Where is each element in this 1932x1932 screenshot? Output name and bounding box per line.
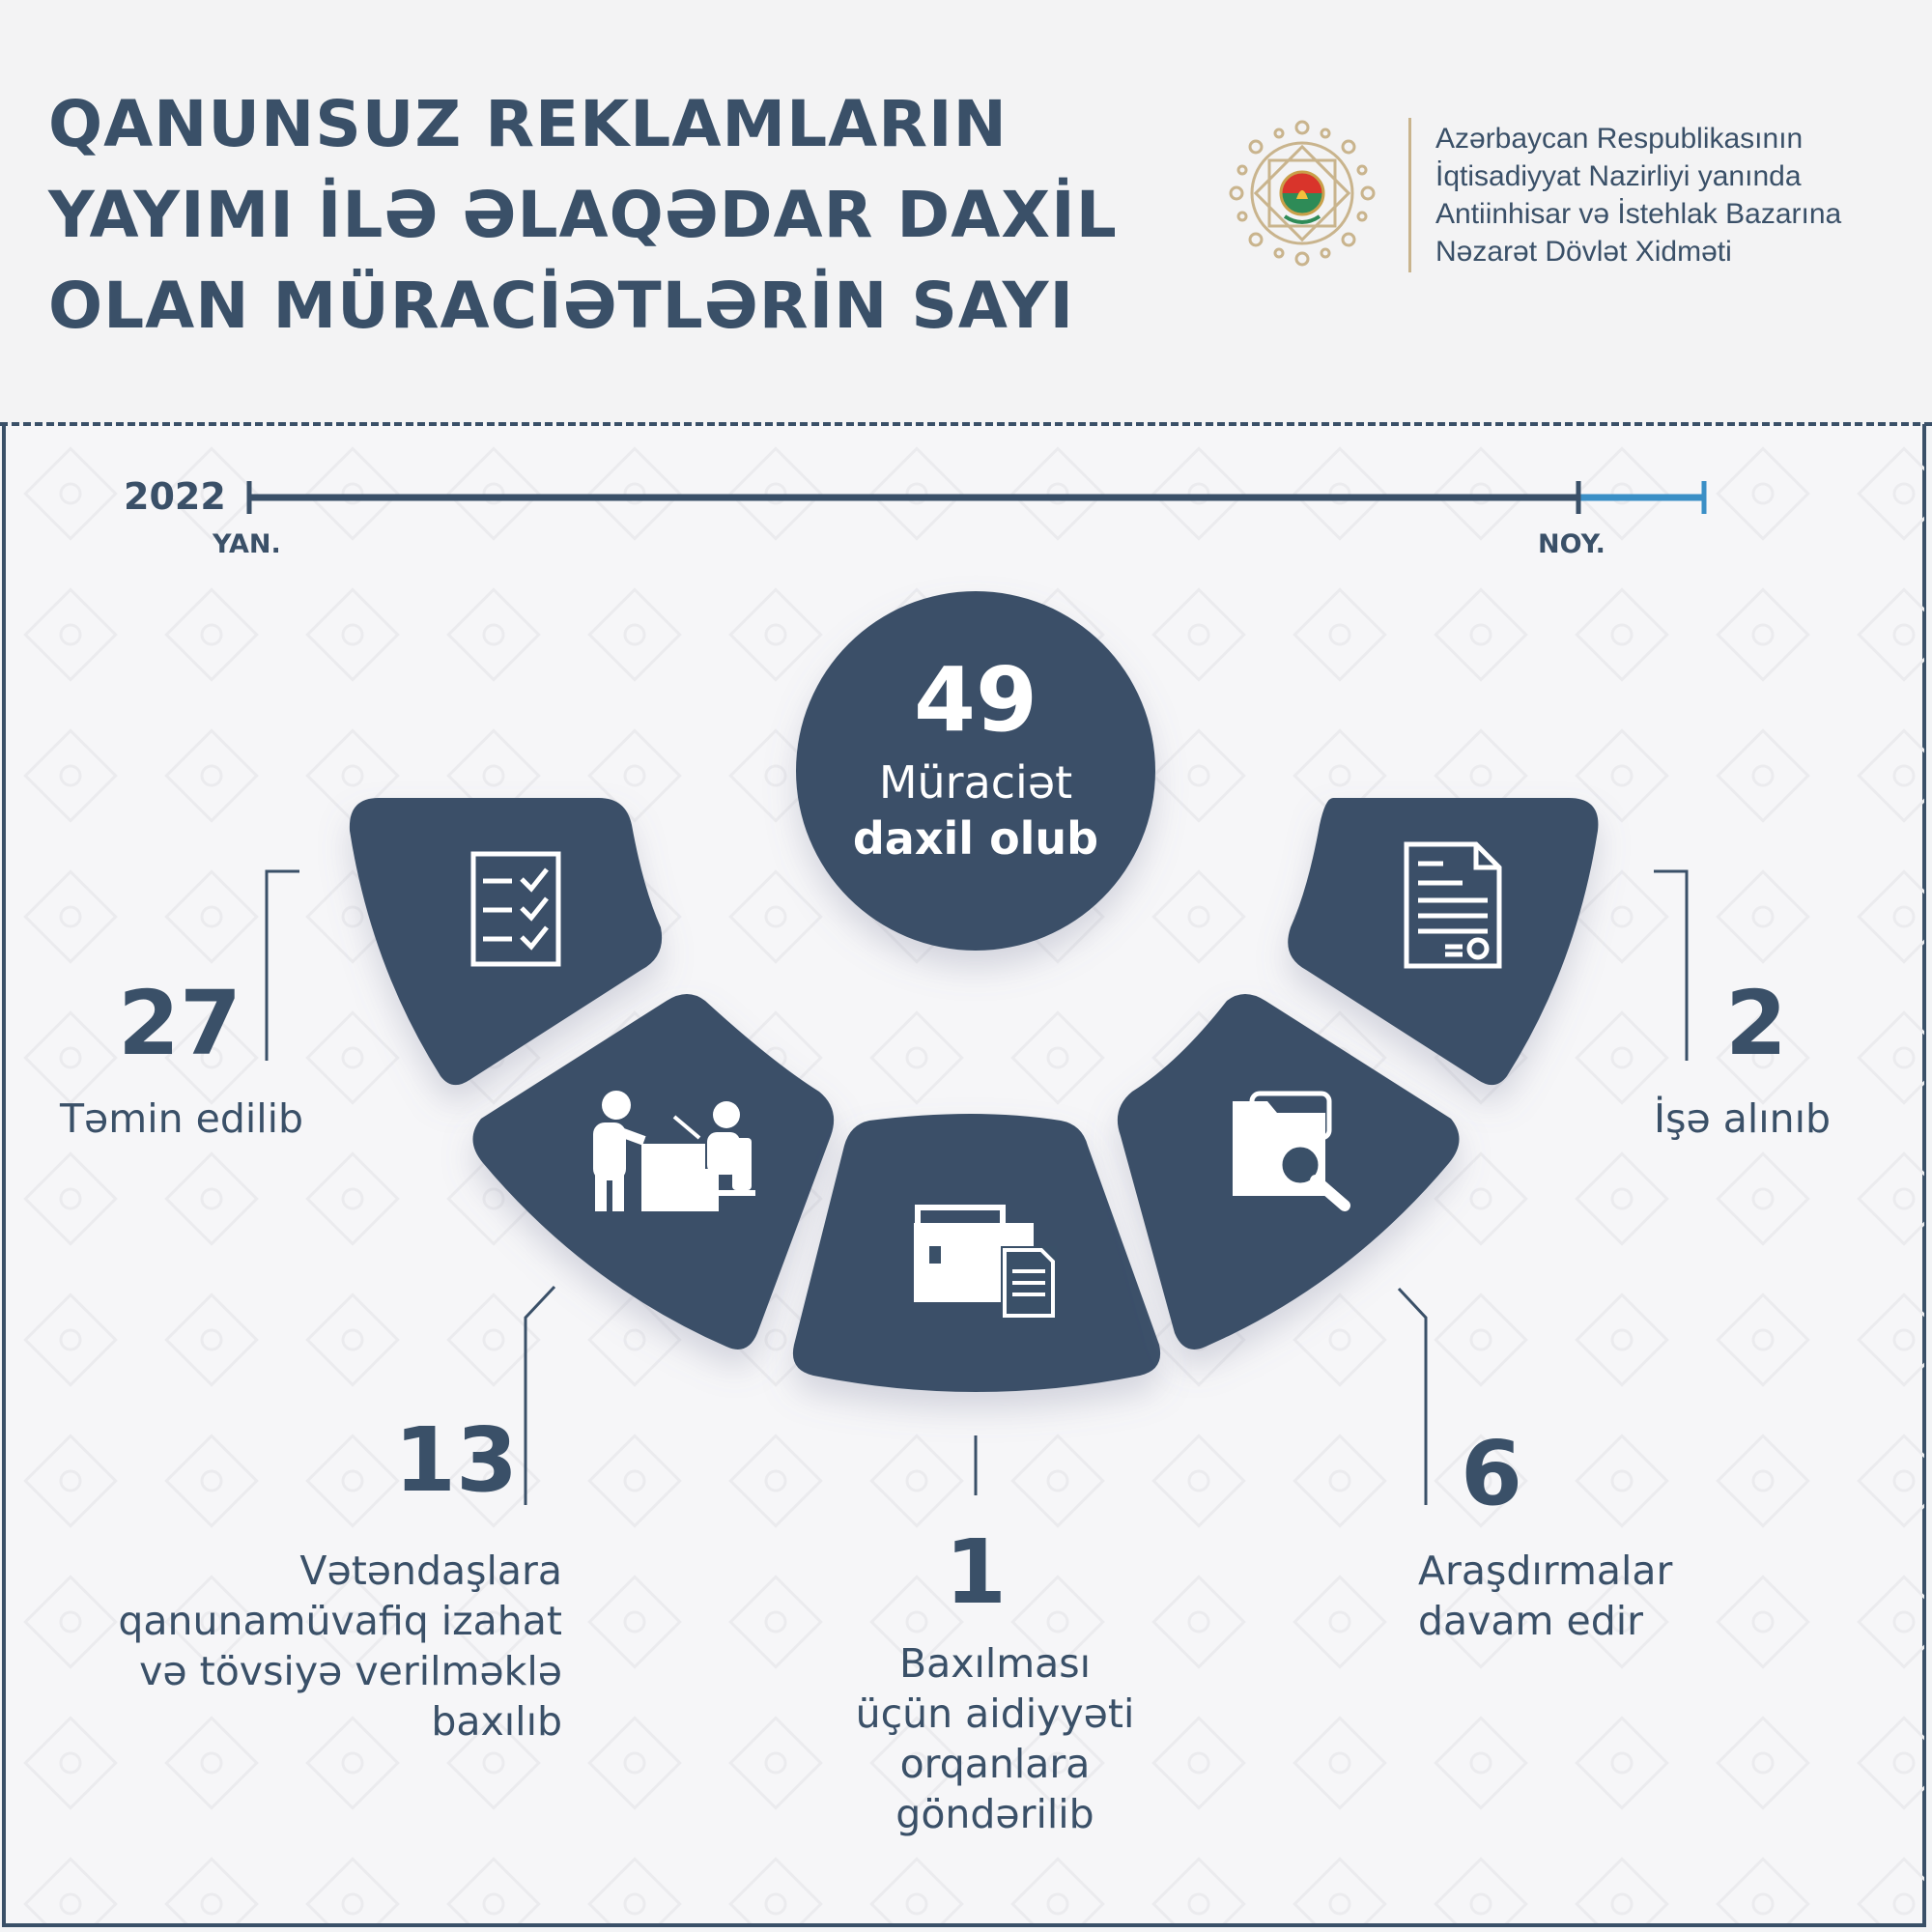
total-label-line2: daxil olub bbox=[852, 812, 1099, 865]
org-line-3: Antiinhisar və İstehlak Bazarına bbox=[1435, 198, 1842, 230]
stat-arasdirma-value: 6 bbox=[1461, 1422, 1523, 1525]
stat-vetendas-label-line: və tövsiyə verilməklə bbox=[139, 1648, 562, 1694]
stat-vetendas-label-line: qanunamüvafiq izahat bbox=[118, 1598, 562, 1644]
org-line-1: Azərbaycan Respublikasının bbox=[1435, 123, 1804, 155]
org-line-4: Nəzarət Dövlət Xidməti bbox=[1435, 236, 1732, 268]
title-line-2: YAYIMI İLƏ ƏLAQƏDAR DAXİL bbox=[48, 178, 1118, 252]
timeline-start-label: YAN. bbox=[213, 529, 281, 559]
stat-vetendas-value: 13 bbox=[394, 1408, 519, 1512]
stat-ise-value: 2 bbox=[1725, 972, 1788, 1075]
stat-baxilmasi-value: 1 bbox=[944, 1520, 1007, 1624]
org-line-2: İqtisadiyyat Nazirliyi yanında bbox=[1435, 160, 1802, 192]
stat-temin-value: 27 bbox=[118, 972, 242, 1075]
stat-vetendas-label bbox=[29, 1546, 562, 1747]
stat-baxilmasi-label bbox=[802, 1638, 1188, 1839]
stat-vetendas-label-line: baxılıb bbox=[431, 1698, 562, 1745]
stat-baxilmasi-label-line: üçün aidiyyəti bbox=[855, 1690, 1135, 1737]
stat-baxilmasi-label-line: göndərilib bbox=[895, 1791, 1094, 1837]
timeline-end-label: NOY. bbox=[1538, 529, 1605, 559]
title-line-3: OLAN MÜRACİƏTLƏRİN SAYI bbox=[48, 269, 1075, 343]
total-value: 49 bbox=[913, 648, 1038, 752]
timeline-year: 2022 bbox=[124, 475, 226, 518]
stat-arasdirma-label-line: davam edir bbox=[1418, 1598, 1644, 1644]
total-label-line1: Müraciət bbox=[878, 756, 1073, 809]
stat-arasdirma-label bbox=[1418, 1546, 1804, 1646]
stat-baxilmasi-label-line: orqanlara bbox=[899, 1741, 1091, 1787]
stat-arasdirma-label-line: Araşdırmalar bbox=[1418, 1548, 1673, 1594]
stat-temin-label: Təmin edilib bbox=[60, 1095, 304, 1142]
stat-baxilmasi-label-line: Baxılması bbox=[898, 1640, 1092, 1687]
title-line-1: QANUNSUZ REKLAMLARIN bbox=[48, 87, 1008, 161]
stat-vetendas-label-line: Vətəndaşlara bbox=[299, 1548, 562, 1594]
stat-ise-label: İşə alınıb bbox=[1654, 1095, 1832, 1142]
